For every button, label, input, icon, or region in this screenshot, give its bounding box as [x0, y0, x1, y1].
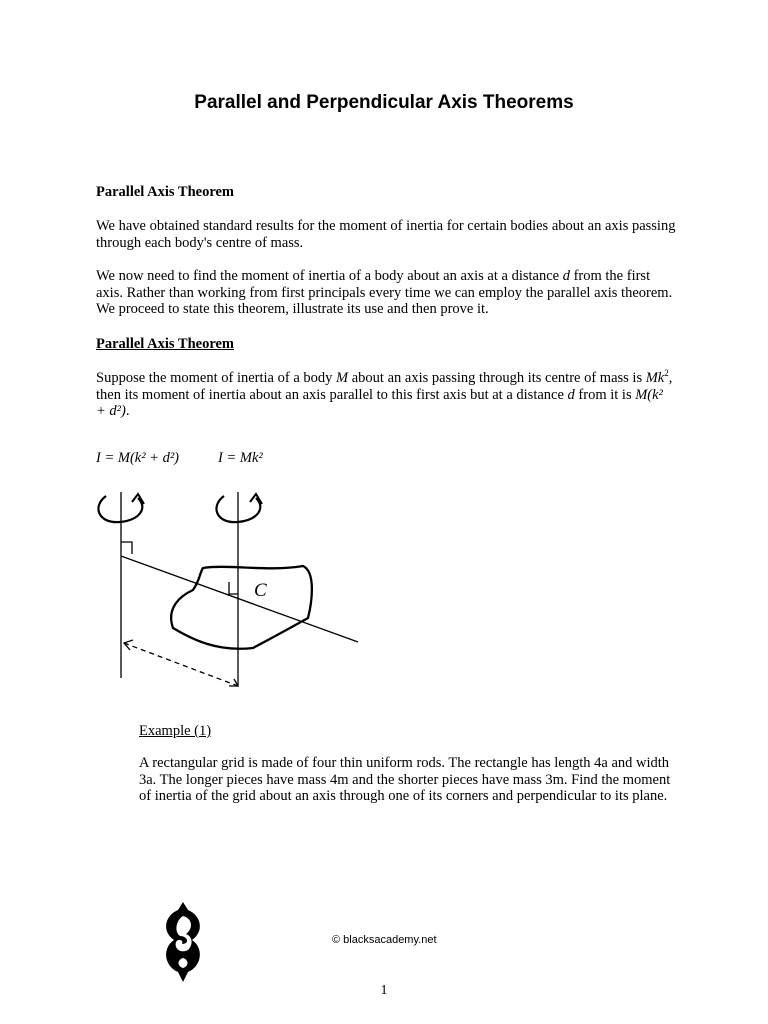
parallel-axis-diagram	[88, 480, 378, 695]
paragraph-theorem	[96, 370, 676, 420]
text-segment: from it is	[574, 386, 636, 403]
text-segment: from the first axis. Rather than working from first principals every time we can employ the parallel axis theorem. We proceed to state this theorem, illustrate its use and then prove it.	[96, 268, 673, 317]
variable-M: M	[336, 370, 349, 386]
theorem-subheading: Parallel Axis Theorem	[96, 336, 235, 352]
formula-parallel: I = M(k² + d²)	[96, 450, 180, 466]
distance-arrow	[124, 643, 238, 686]
section-heading: Parallel Axis Theorem	[96, 184, 235, 200]
variable-d: d	[567, 386, 575, 403]
centre-label: C	[254, 580, 267, 601]
body-outline	[171, 566, 312, 649]
exponent: 2	[664, 368, 669, 379]
academy-logo-icon	[162, 902, 204, 982]
text-segment: .	[125, 403, 130, 419]
example-heading: Example (1)	[139, 723, 212, 739]
text-segment: about an axis passing through its centre of mass is	[348, 370, 646, 386]
paragraph-distance	[96, 268, 676, 318]
text-segment: We now need to find the moment of inertia of a body about an axis at a distance	[96, 268, 563, 284]
text-segment: , then its moment of inertia about an axis parallel to this first axis but at a distance	[96, 370, 673, 403]
formula-centre: I = Mk²	[218, 450, 263, 466]
text-segment: Suppose the moment of inertia of a body	[96, 370, 337, 386]
paragraph-intro: We have obtained standard results for the moment of inertia for certain bodies about an axis passing through each body's centre of mass.	[96, 218, 676, 251]
example-text: A rectangular grid is made of four thin uniform rods. The rectangle has length 4a and width 3a. The longer pieces have mass 4m and the shorter pieces have mass 3m. Find the moment of inertia of the grid about an axis through one of its corners and perpendicular to its plane.	[139, 755, 671, 804]
perpendicular-line	[121, 556, 358, 642]
page-title: Parallel and Perpendicular Axis Theorems	[194, 92, 574, 113]
variable-d: d	[562, 268, 570, 284]
formula-inline: M(k² + d²)	[96, 386, 663, 419]
variable-Mk: Mk	[645, 370, 665, 386]
page-number: 1	[380, 983, 388, 998]
footer-copyright: © blacksacademy.net	[332, 934, 437, 946]
